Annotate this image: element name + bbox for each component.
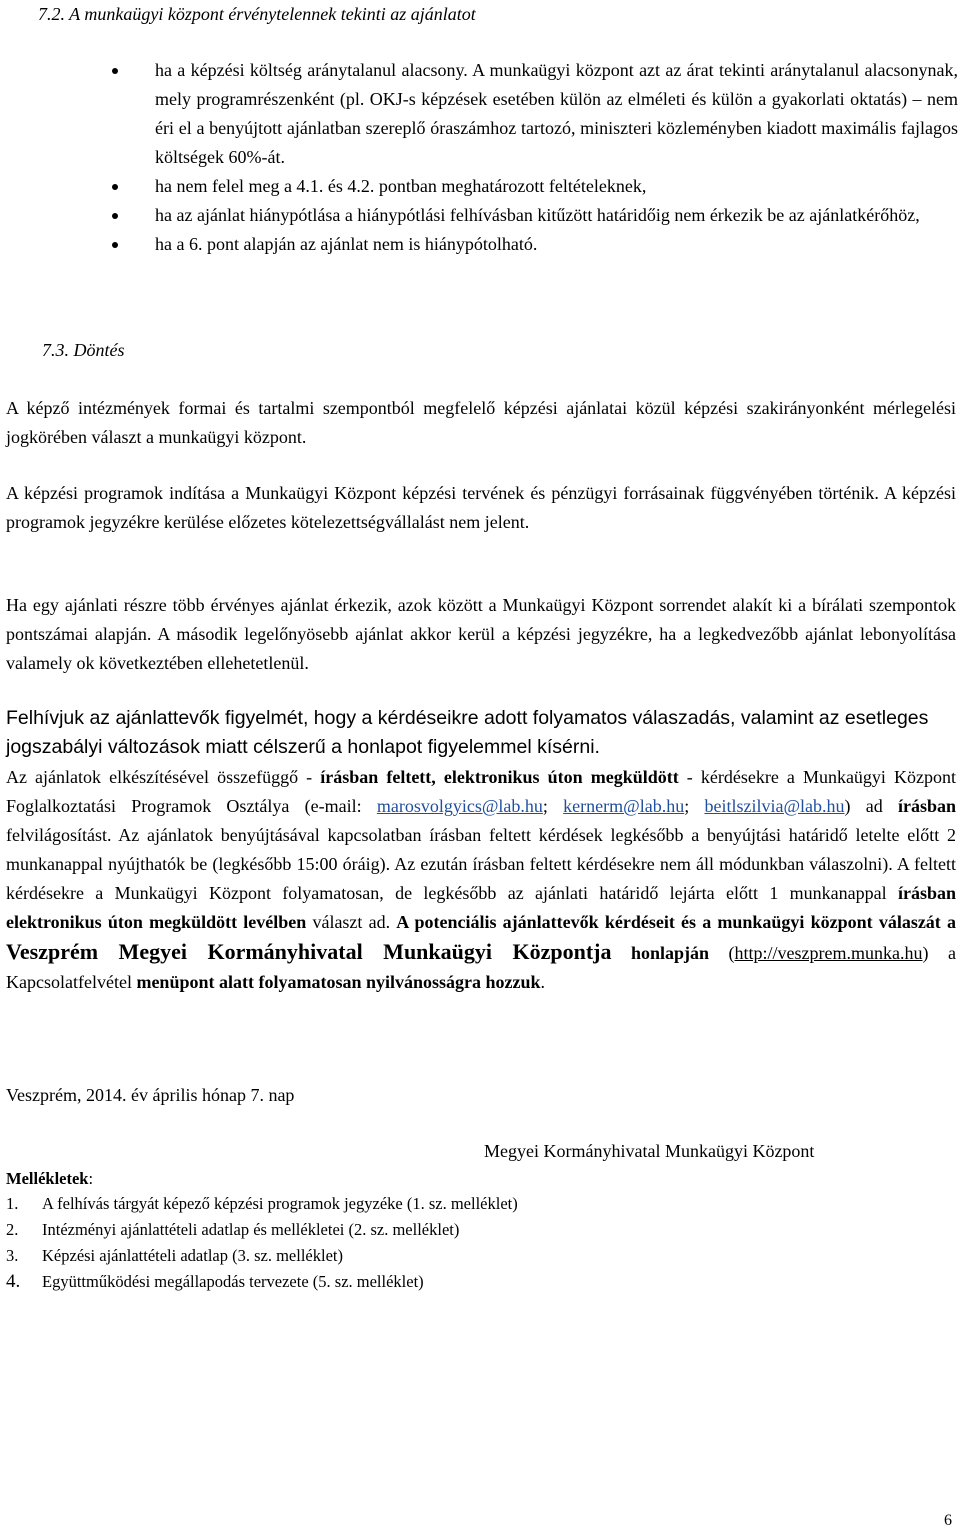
contact-bold-large-text: Veszprém Megyei Kormányhivatal Munkaügyi Központja	[6, 939, 612, 964]
email-link-beitlszilvia[interactable]: beitlszilvia@lab.hu	[704, 796, 845, 816]
list-item-text: Együttműködési megállapodás tervezete (5. sz. melléklet)	[42, 1272, 424, 1291]
email-link-marosvolgyics[interactable]: marosvolgyics@lab.hu	[376, 796, 543, 816]
list-item-text: Intézményi ajánlattételi adatlap és mellékletei (2. sz. melléklet)	[42, 1220, 460, 1239]
contact-text: - kérdésekre a Munkaügyi Központ Foglalkoztatási Programok Osztálya (e-mail:	[6, 767, 956, 816]
contact-bold-text: A potenciális ajánlattevők kérdéseit és a munkaügyi központ válaszát a	[396, 912, 956, 932]
contact-bold-text: honlapján	[611, 943, 710, 963]
contact-text: (	[709, 943, 735, 963]
bullet-text: ha a képzési költség aránytalanul alacsony. A munkaügyi központ azt az árat tekinti aránytalanul alacsonynak, mely programrészenként (pl. OKJ-s képzések esetében külön az elméleti és külön a gyakorlati oktatás) – nem éri el a benyújtott ajánlatban szereplő óraszámhoz tartozó, miniszteri közleményben kiadott maximális fajlagos költségek 60%-át.	[155, 60, 958, 167]
contact-text: ) a Kapcsolatfelvétel	[6, 943, 956, 992]
list-item-text: Képzési ajánlattételi adatlap (3. sz. melléklet)	[42, 1246, 343, 1265]
decision-paragraph-3: Ha egy ajánlati részre több érvényes ajánlat érkezik, azok között a Munkaügyi Központ sorrendet alakít ki a bírálati szempontok pontszámai alapján. A második legelőnyösebb ajánlat akkor kerül a képzési jegyzékre, ha a legkedvezőbb ajánlat lebonyolítása valamely ok következtében ellehetetlenül.	[6, 595, 956, 673]
contact-text: ) ad	[844, 796, 898, 816]
section-7-2-bullet-list	[112, 56, 958, 259]
contact-bold-text: menüpont alatt folyamatosan nyilvánosságra hozzuk	[136, 972, 541, 992]
bullet-icon	[112, 242, 118, 248]
section-7-3-heading: 7.3. Döntés	[42, 340, 125, 360]
contact-paragraph	[6, 763, 956, 997]
attachments-colon: :	[88, 1169, 94, 1188]
list-item	[112, 56, 958, 172]
section-7-2-heading: 7.2. A munkaügyi központ érvénytelennek tekinti az ajánlatot	[38, 4, 476, 24]
website-link[interactable]: http://veszprem.munka.hu	[734, 943, 923, 963]
contact-bold-text: írásban feltett, elektronikus úton megküldött	[320, 767, 679, 787]
list-item-number: 4.	[6, 1271, 21, 1292]
email-link-kernerm[interactable]: kernerm@lab.hu	[563, 796, 685, 816]
bullet-icon	[112, 213, 118, 219]
date-line: Veszprém, 2014. év április hónap 7. nap	[6, 1085, 295, 1105]
contact-text: Az ajánlatok elkészítésével összefüggő -	[6, 767, 321, 787]
list-item	[6, 1191, 706, 1217]
contact-text: ;	[542, 796, 564, 816]
contact-bold-text: írásban elektronikus úton megküldött levélben	[6, 883, 956, 932]
signature: Megyei Kormányhivatal Munkaügyi Központ	[484, 1141, 815, 1161]
list-item-number: 2.	[6, 1220, 19, 1239]
attachments-list	[6, 1191, 706, 1295]
page-number: 6	[944, 1512, 952, 1529]
website-notice: Felhívjuk az ajánlattevők figyelmét, hogy a kérdéseikre adott folyamatos válaszadás, valamint az esetleges jogszabályi változások miatt célszerű a honlapot figyelemmel kísérni.	[6, 707, 929, 758]
bullet-icon	[112, 68, 118, 74]
list-item-number: 1.	[6, 1194, 19, 1213]
attachments-title	[6, 1167, 93, 1191]
decision-paragraph-1: A képző intézmények formai és tartalmi szempontból megfelelő képzési ajánlatai közül képzési szakirányonként mérlegelési jogkörében választ a munkaügyi központ.	[6, 398, 956, 447]
list-item	[6, 1243, 706, 1269]
list-item-text: A felhívás tárgyát képező képzési programok jegyzéke (1. sz. melléklet)	[42, 1194, 518, 1213]
contact-text: .	[540, 972, 545, 992]
list-item	[6, 1217, 706, 1243]
list-item	[112, 230, 958, 259]
contact-text: ;	[684, 796, 705, 816]
bullet-icon	[112, 184, 118, 190]
decision-paragraph-2: A képzési programok indítása a Munkaügyi Központ képzési tervének és pénzügyi forrásainak függvényében történik. A képzési programok jegyzékre kerülése előzetes kötelezettségvállalást nem jelent.	[6, 483, 956, 532]
bullet-text: ha az ajánlat hiánypótlása a hiánypótlási felhívásban kitűzött határidőig nem érkezik be az ajánlatkérőhöz,	[155, 205, 920, 225]
attachments-title-text: Mellékletek	[6, 1169, 89, 1188]
bullet-text: ha nem felel meg a 4.1. és 4.2. pontban meghatározott feltételeknek,	[155, 176, 647, 196]
list-item	[112, 201, 958, 230]
list-item-number: 3.	[6, 1246, 19, 1265]
contact-text: választ ad.	[306, 912, 397, 932]
contact-bold-text: írásban	[897, 796, 956, 816]
contact-text: felvilágosítást. Az ajánlatok benyújtásával kapcsolatban írásban feltett kérdések legkésőbb a benyújtási határidő letelte előtt 2 munkanappal nyújthatók be (legkésőbb 15:00 óráig). Az ezután írásban feltett kérdésekre nem áll módunkban válaszolni). A feltett kérdésekre a Munkaügyi Központ folyamatosan, de legkésőbb az ajánlati határidő lejárta előtt 1 munkanappal	[6, 825, 956, 903]
list-item	[112, 172, 958, 201]
bullet-text: ha a 6. pont alapján az ajánlat nem is hiánypótolható.	[155, 234, 538, 254]
list-item	[6, 1269, 706, 1295]
